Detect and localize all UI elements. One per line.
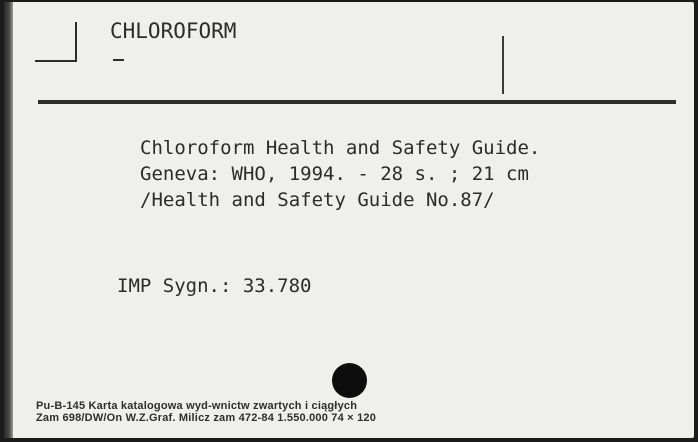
footer-line-2: Zam 698/DW/On W.Z.Graf. Milicz zam 472-84 1.550.000 74 × 120 (36, 412, 377, 424)
footer-line-1: Pu-B-145 Karta katalogowa wyd-wnictw zwartych i ciągłych (36, 400, 358, 412)
corner-mark-horizontal (35, 60, 77, 62)
heading-dash (113, 59, 124, 61)
divider-mark (502, 36, 504, 94)
card-left-edge (4, 2, 13, 438)
entry-line-title: Chloroform Health and Safety Guide. (140, 137, 541, 159)
entry-line-series: /Health and Safety Guide No.87/ (140, 189, 495, 211)
corner-mark-vertical (75, 22, 77, 62)
entry-line-publication: Geneva: WHO, 1994. - 28 s. ; 21 cm (140, 163, 529, 185)
card-footer (36, 400, 376, 424)
header-rule (38, 100, 676, 104)
punch-hole (332, 363, 367, 398)
call-number: IMP Sygn.: 33.780 (117, 275, 312, 297)
bibliographic-entry (140, 135, 540, 213)
card-heading: CHLOROFORM (110, 19, 237, 43)
catalog-card (4, 2, 694, 438)
